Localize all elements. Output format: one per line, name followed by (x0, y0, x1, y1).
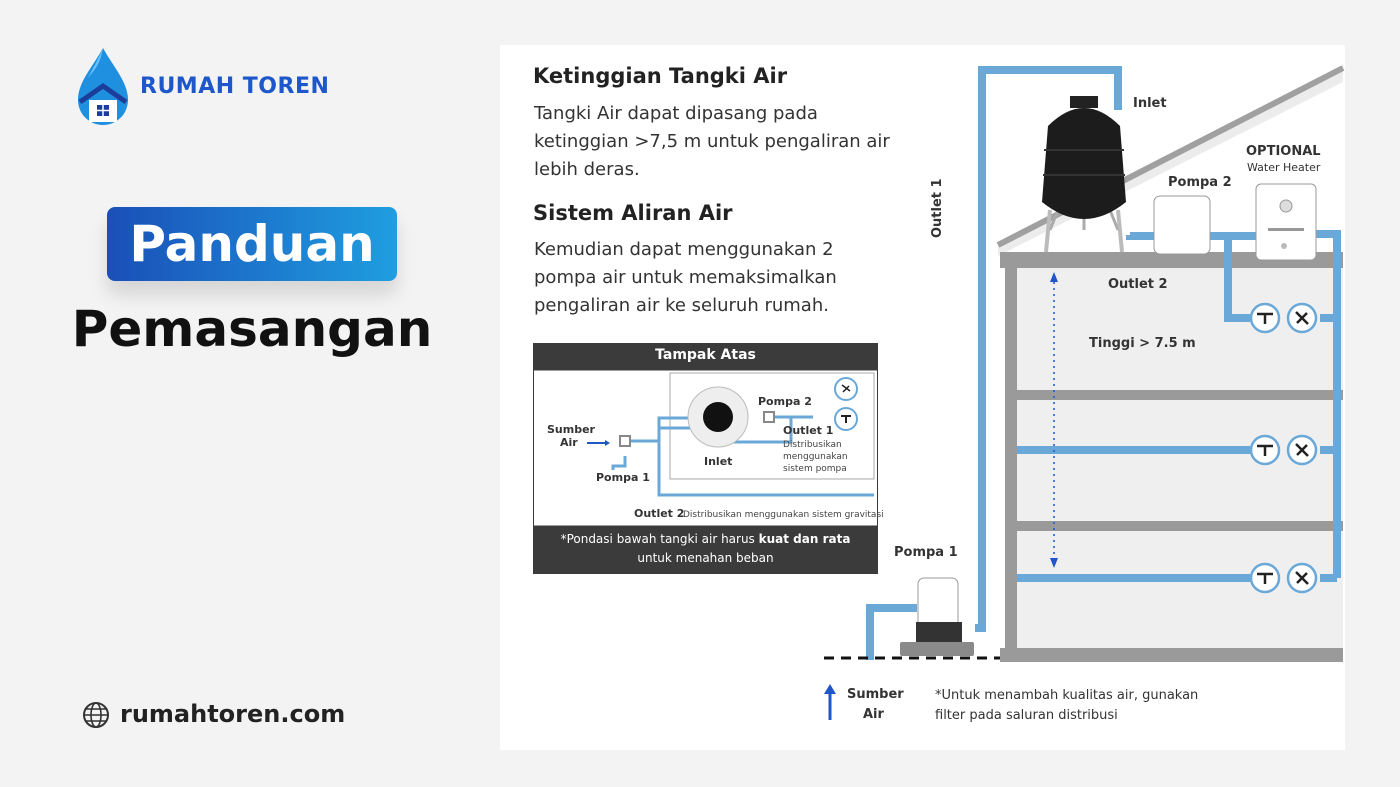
globe-icon (82, 701, 110, 729)
tv-outlet2-desc: Distribusikan menggunakan sistem gravitasi (683, 510, 884, 520)
section2-body: Kemudian dapat menggunakan 2 pompa air untuk memaksimalkan pengaliran air ke seluruh rumah. (534, 239, 837, 316)
house-outlet1: Outlet 1 (930, 178, 945, 238)
top-view-title: Tampak Atas (533, 343, 878, 370)
house-pompa1: Pompa 1 (894, 545, 958, 560)
footnote-line2: untuk menahan beban (637, 551, 774, 565)
house-height: Tinggi > 7.5 m (1089, 336, 1196, 351)
footnote-text: *Pondasi bawah tangki air harus (560, 532, 759, 546)
brand-name: RUMAH TOREN (140, 74, 330, 99)
tv-sumber-1: Sumber (547, 423, 595, 436)
website-link[interactable]: rumahtoren.com (120, 700, 346, 728)
tv-pompa1: Pompa 1 (596, 471, 650, 484)
house-sumber-2: Air (863, 707, 884, 722)
title-badge (107, 207, 397, 281)
house-water-heater: Water Heater (1247, 161, 1321, 174)
house-note (935, 686, 1198, 726)
note-line2: filter pada saluran distribusi (935, 708, 1118, 723)
section1-heading: Ketinggian Tangki Air (533, 64, 788, 88)
title-line1: Panduan (129, 215, 375, 273)
tv-outlet1-desc-1: Distribusikan (783, 440, 842, 450)
tv-inlet: Inlet (704, 455, 733, 468)
tv-pompa2: Pompa 2 (758, 395, 812, 408)
tv-outlet2: Outlet 2 (634, 507, 685, 520)
source-arrow-icon (820, 684, 840, 724)
house-pompa2: Pompa 2 (1168, 175, 1232, 190)
house-sumber-1: Sumber (847, 687, 904, 702)
note-line1: *Untuk menambah kualitas air, gunakan (935, 688, 1199, 703)
title-line2: Pemasangan (71, 300, 433, 358)
section2-heading: Sistem Aliran Air (533, 201, 733, 225)
tv-outlet1-desc-2: menggunakan (783, 452, 848, 462)
house-optional: OPTIONAL (1246, 144, 1321, 159)
footnote-bold: kuat dan rata (758, 532, 851, 546)
house-inlet: Inlet (1133, 96, 1167, 111)
tv-outlet1: Outlet 1 (783, 424, 834, 437)
logo-drop-house-icon (70, 46, 136, 132)
house-outlet2: Outlet 2 (1108, 277, 1168, 292)
section1-body: Tangki Air dapat dipasang pada ketinggian >7,5 m untuk pengaliran air lebih deras. (534, 103, 890, 180)
tv-outlet1-desc-3: sistem pompa (783, 464, 847, 474)
tv-sumber-2: Air (560, 436, 578, 449)
